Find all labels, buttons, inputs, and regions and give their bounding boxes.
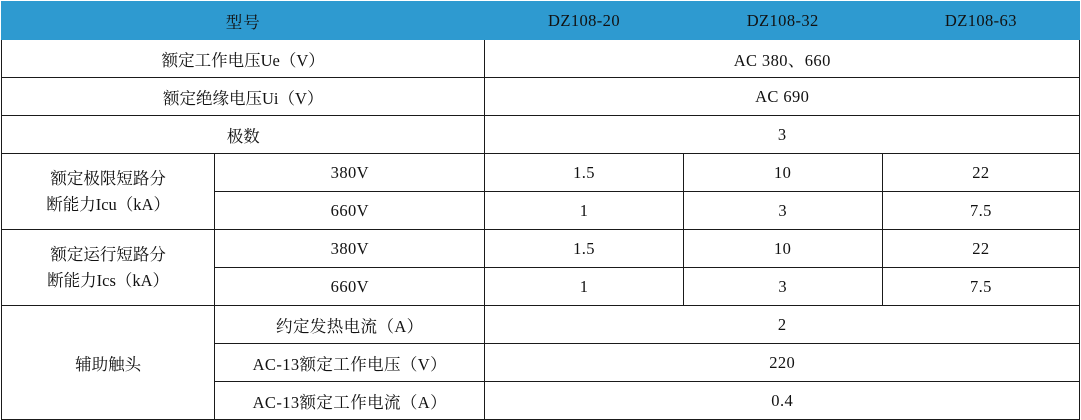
row-label-ics-line1: 额定运行短路分 — [50, 244, 166, 264]
value-ics-660v-dz108-63: 7.5 — [882, 268, 1079, 306]
specification-table — [1, 1, 1080, 420]
table-row — [2, 154, 1080, 192]
value-ac13-voltage: 220 — [485, 344, 1080, 382]
value-icu-660v-dz108-32: 3 — [683, 192, 882, 230]
sub-label-ac13-current: AC-13额定工作电流（A） — [215, 382, 485, 420]
value-thermal-current: 2 — [485, 306, 1080, 344]
row-label-icu-line1: 额定极限短路分 — [50, 168, 166, 188]
value-icu-380v-dz108-20: 1.5 — [485, 154, 683, 192]
sub-label-ics-380v: 380V — [215, 230, 485, 268]
table-row — [2, 306, 1080, 344]
value-ics-660v-dz108-20: 1 — [485, 268, 683, 306]
value-ics-380v-dz108-20: 1.5 — [485, 230, 683, 268]
sub-label-thermal-current: 约定发热电流（A） — [215, 306, 485, 344]
value-icu-660v-dz108-20: 1 — [485, 192, 683, 230]
row-label-auxiliary-contact: 辅助触头 — [2, 306, 215, 420]
row-value-poles: 3 — [485, 116, 1080, 154]
row-label-rated-insulation-voltage: 额定绝缘电压Ui（V） — [2, 78, 485, 116]
row-value-rated-working-voltage: AC 380、660 — [485, 40, 1080, 78]
row-label-icu — [2, 154, 215, 230]
value-ac13-current: 0.4 — [485, 382, 1080, 420]
table-row — [2, 116, 1080, 154]
row-label-icu-line2: 断能力Icu（kA） — [46, 194, 170, 214]
header-model-1: DZ108-20 — [485, 2, 683, 40]
sub-label-ics-660v: 660V — [215, 268, 485, 306]
sub-label-icu-660v: 660V — [215, 192, 485, 230]
header-model-2: DZ108-32 — [683, 2, 882, 40]
table-row — [2, 78, 1080, 116]
table-row — [2, 40, 1080, 78]
value-icu-660v-dz108-63: 7.5 — [882, 192, 1079, 230]
sub-label-icu-380v: 380V — [215, 154, 485, 192]
row-label-ics — [2, 230, 215, 306]
value-ics-660v-dz108-32: 3 — [683, 268, 882, 306]
row-label-poles: 极数 — [2, 116, 485, 154]
header-model-3: DZ108-63 — [882, 2, 1079, 40]
table-header-row — [2, 2, 1080, 40]
row-label-rated-working-voltage: 额定工作电压Ue（V） — [2, 40, 485, 78]
sub-label-ac13-voltage: AC-13额定工作电压（V） — [215, 344, 485, 382]
value-icu-380v-dz108-63: 22 — [882, 154, 1079, 192]
row-label-ics-line2: 断能力Ics（kA） — [47, 270, 170, 290]
header-model-label: 型号 — [2, 2, 485, 40]
value-icu-380v-dz108-32: 10 — [683, 154, 882, 192]
value-ics-380v-dz108-63: 22 — [882, 230, 1079, 268]
row-value-rated-insulation-voltage: AC 690 — [485, 78, 1080, 116]
value-ics-380v-dz108-32: 10 — [683, 230, 882, 268]
table-row — [2, 230, 1080, 268]
